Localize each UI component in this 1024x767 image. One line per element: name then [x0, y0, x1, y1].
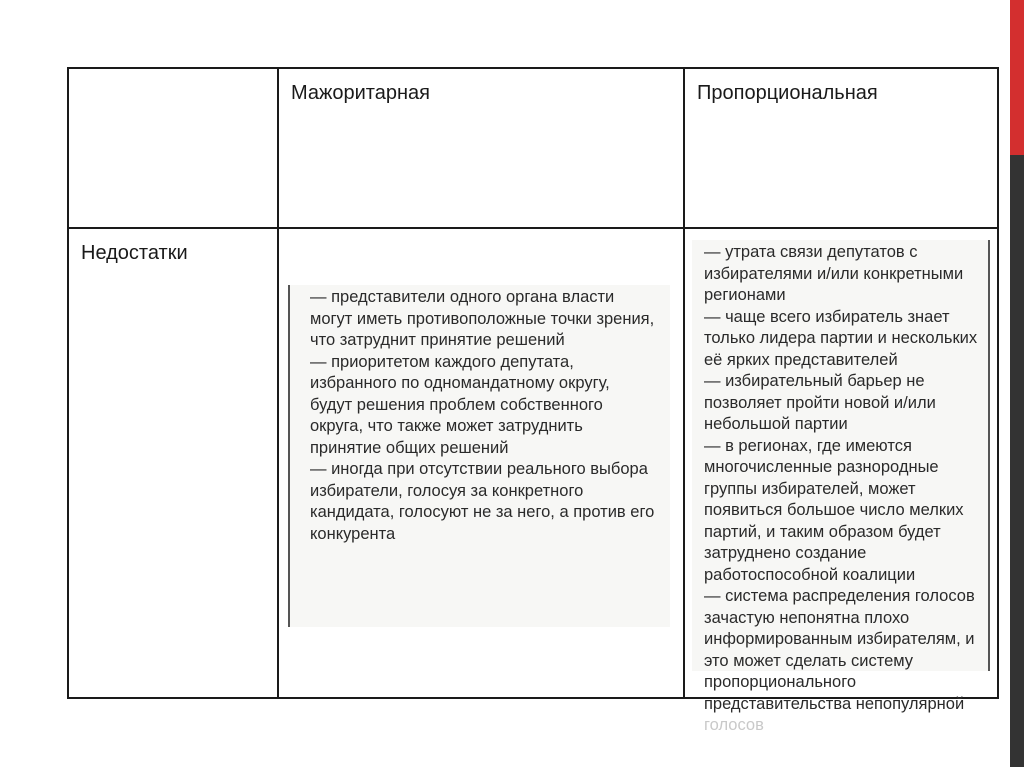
cell-majoritarian-disadvantages — [278, 228, 684, 698]
comparison-table — [67, 67, 999, 734]
proportional-point-5 — [704, 586, 978, 737]
proportional-scan-text — [692, 240, 990, 734]
accent-bar — [1010, 0, 1024, 155]
proportional-point-3: — избирательный барьер не позволяет пройти новой и/или небольшой партии — [704, 372, 936, 433]
table-row-disadvantages — [68, 228, 998, 698]
faded-scan-text: голосов — [704, 716, 764, 734]
table-header-row — [68, 68, 998, 228]
majoritarian-point-3: — иногда при отсутствии реального выбора избиратели, голосуя за конкретного кандидата, голосуют не за него, а против его конкурента — [310, 460, 655, 543]
proportional-point-2: — чаще всего избиратель знает только лидера партии и нескольких её ярких представителей — [704, 307, 978, 369]
row-label-disadvantages: Недостатки — [68, 228, 278, 698]
proportional-point-4: — в регионах, где имеются многочисленные разнородные группы избирателей, может появиться большое число мелких партий, и таким образом будет затруднено создание работоспособной коалиции — [704, 436, 964, 584]
header-majoritarian: Мажоритарная — [278, 68, 684, 228]
majoritarian-scan-text — [288, 285, 670, 627]
proportional-point-5-text: — система распределения голосов зачастую непонятна плохо информированным избирателям, и это может сделать систему пропорционального представительства непопулярной — [704, 587, 975, 713]
header-proportional: Пропорциональная — [684, 68, 998, 228]
proportional-point-1: — утрата связи депутатов с избирателями и/или конкретными регионами — [704, 243, 964, 304]
header-corner-cell — [68, 68, 278, 228]
cell-proportional-disadvantages — [684, 228, 998, 734]
accent-bar-dark — [1010, 155, 1024, 767]
majoritarian-point-2: — приоритетом каждого депутата, избранного по одномандатному округу, будут решения проблем собственного округа, что также может затруднить принятие общих решений — [310, 352, 610, 457]
majoritarian-point-1: — представители одного органа власти могут иметь противоположные точки зрения, что затруднит принятие решений — [310, 288, 655, 349]
